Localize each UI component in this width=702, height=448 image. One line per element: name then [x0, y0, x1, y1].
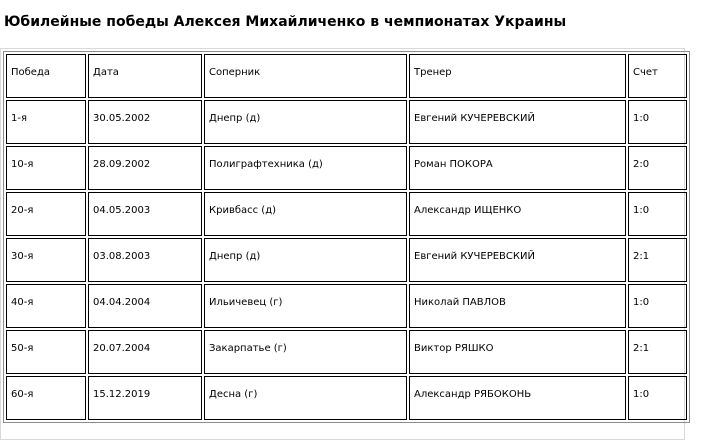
- opponent-cell: Закарпатье (г): [204, 330, 407, 374]
- opponent-cell: Полиграфтехника (д): [204, 146, 407, 190]
- table-row: [6, 330, 687, 374]
- score-cell: 2:1: [628, 330, 687, 374]
- victory-cell: 20-я: [6, 192, 86, 236]
- table-header-row: [6, 54, 687, 98]
- header-cell-score: Счет: [628, 54, 687, 98]
- header-cell-victory: Победа: [6, 54, 86, 98]
- header-cell-coach: Тренер: [409, 54, 626, 98]
- coach-cell: Виктор РЯШКО: [409, 330, 626, 374]
- opponent-cell: Днепр (д): [204, 100, 407, 144]
- coach-cell: Александр ИЩЕНКО: [409, 192, 626, 236]
- opponent-cell: Десна (г): [204, 376, 407, 420]
- table-row: [6, 284, 687, 328]
- coach-cell: Николай ПАВЛОВ: [409, 284, 626, 328]
- victory-cell: 1-я: [6, 100, 86, 144]
- score-cell: 1:0: [628, 100, 687, 144]
- score-cell: 2:1: [628, 238, 687, 282]
- table-row: [6, 146, 687, 190]
- victories-table: [3, 51, 690, 423]
- coach-cell: Евгений КУЧЕРЕВСКИЙ: [409, 238, 626, 282]
- victory-cell: 30-я: [6, 238, 86, 282]
- victory-cell: 40-я: [6, 284, 86, 328]
- opponent-cell: Днепр (д): [204, 238, 407, 282]
- date-cell: 30.05.2002: [88, 100, 202, 144]
- coach-cell: Александр РЯБОКОНЬ: [409, 376, 626, 420]
- coach-cell: Роман ПОКОРА: [409, 146, 626, 190]
- date-cell: 03.08.2003: [88, 238, 202, 282]
- victory-cell: 10-я: [6, 146, 86, 190]
- table-row: [6, 376, 687, 420]
- score-cell: 2:0: [628, 146, 687, 190]
- table-row: [6, 238, 687, 282]
- table-row: [6, 100, 687, 144]
- score-cell: 1:0: [628, 192, 687, 236]
- date-cell: 15.12.2019: [88, 376, 202, 420]
- date-cell: 20.07.2004: [88, 330, 202, 374]
- opponent-cell: Ильичевец (г): [204, 284, 407, 328]
- header-cell-opponent: Соперник: [204, 54, 407, 98]
- date-cell: 28.09.2002: [88, 146, 202, 190]
- victory-cell: 60-я: [6, 376, 86, 420]
- score-cell: 1:0: [628, 376, 687, 420]
- coach-cell: Евгений КУЧЕРЕВСКИЙ: [409, 100, 626, 144]
- score-cell: 1:0: [628, 284, 687, 328]
- table-row: [6, 192, 687, 236]
- date-cell: 04.05.2003: [88, 192, 202, 236]
- page-title: Юбилейные победы Алексея Михайличенко в чемпионатах Украины: [4, 14, 567, 30]
- header-cell-date: Дата: [88, 54, 202, 98]
- date-cell: 04.04.2004: [88, 284, 202, 328]
- opponent-cell: Кривбасс (д): [204, 192, 407, 236]
- victory-cell: 50-я: [6, 330, 86, 374]
